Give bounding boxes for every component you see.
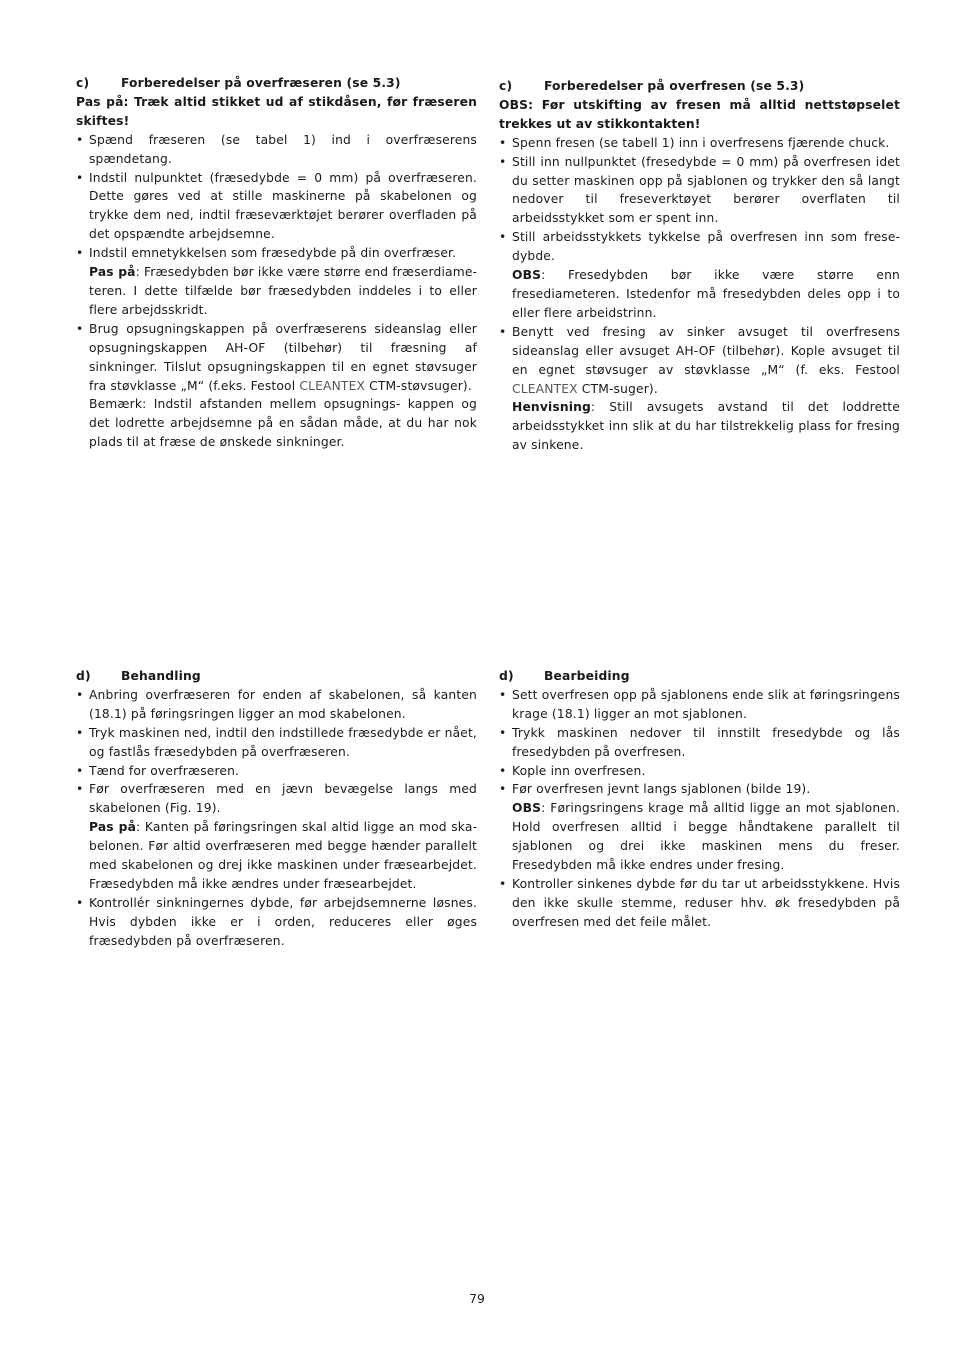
note: [512, 398, 900, 455]
note: Bemærk: Indstil afstanden mellem opsugnings- kappen og det lodrette arbejdsemne på en sådan måde, at du har nok plads til at fræse de ønskede sinkninger.: [89, 397, 477, 450]
list-item: • Trykk maskinen nedover til innstilt fresedybde og lås fresedybden på overfresen.: [499, 724, 900, 762]
list-item: [76, 320, 477, 452]
section-heading: [499, 667, 900, 686]
list-item: • Anbring overfræseren for enden af skabelonen, så kanten (18.1) på føringsringen ligger an mod skabelonen.: [76, 686, 477, 724]
section-number: c): [76, 76, 90, 90]
list-item: [76, 780, 477, 893]
list-item-text: Før overfresen jevnt langs sjablonen (bilde 19).: [512, 782, 811, 797]
list-item: • Tryk maskinen ned, indtil den indstillede fræsedybde er nået, og fastlås fræsedybden på overfræseren.: [76, 724, 477, 762]
note-label: Henvisning: [512, 400, 591, 415]
list-item-text: Benytt ved fresing av sinker avsuget til overfresens sideanslag eller avsuget AH-OF (tilbehør). Kople avsuget til en egnet støvsuger av støvklasse „M“ (f. eks. Festool: [512, 324, 900, 377]
list-item-text: Still arbeidsstykkets tykkelse på overfresen inn som fresedybde.: [512, 230, 900, 264]
list-item: [76, 244, 477, 320]
brand-name: CLEANTEX: [299, 378, 366, 393]
list-item: • Kontroller sinkenes dybde før du tar ut arbeidsstykkene. Hvis den ikke skulle stemme, reduser hhv. øk fresedybden på overfresen med det feile målet.: [499, 875, 900, 932]
section-heading: [76, 74, 477, 93]
page-number: 79: [469, 1292, 485, 1306]
list-item: • Kontrollér sinkningernes dybde, før arbejdsemnerne løsnes. Hvis dybden ikke er i orden, reduceres eller øges fræsedybden på overfræseren.: [76, 894, 477, 951]
section-heading: [499, 77, 900, 96]
brand-name: CLEANTEX: [512, 381, 578, 396]
list-item: • Sett overfresen opp på sjablonens ende slik at føringsringens krage (18.1) ligger an mot sjablonen.: [499, 686, 900, 724]
warning-text: OBS: Før utskifting av fresen må alltid nettstøpselet trekkes ut av stikkontakten!: [499, 97, 900, 131]
section-title: Behandling: [121, 669, 201, 683]
bullet-list: [76, 686, 477, 951]
list-item: [499, 323, 900, 455]
bullet-list: [76, 131, 477, 452]
section-number: d): [76, 669, 91, 683]
list-item: [499, 228, 900, 323]
note-text: : Føringsringens krage må alltid ligge an mot sjablonen. Hold overfresen alltid i begge håndtakene parallelt til sjablonen og drei ikke maskinen mens du freser. Fresedybden må ikke endres under fresing.: [512, 801, 900, 873]
note-label: Pas på: [89, 265, 136, 280]
list-item: [499, 780, 900, 875]
bullet-list: [499, 134, 900, 455]
note-text: : Kanten på føringsringen skal altid ligge an mod skabelonen. Før altid overfræseren med begge hænder parallelt med skabelonen og drej ikke maskinen under fræsearbejdet. Fræsedybden må ikke ændres under fræsearbejdet.: [89, 820, 477, 891]
danish-section-c: [76, 74, 477, 452]
note-label: OBS: [512, 801, 542, 816]
warning-text: Pas på: Træk altid stikket ud af stikdåsen, før fræseren skiftes!: [76, 94, 477, 128]
list-item-text: CTM-støvsuger).: [365, 378, 472, 393]
list-item: • Tænd for overfræseren.: [76, 762, 477, 781]
list-item: • Spænd fræseren (se tabel 1) ind i overfræserens spændetang.: [76, 131, 477, 169]
danish-section-d: [76, 667, 477, 951]
section-heading: [76, 667, 477, 686]
note-text: : Still avsugets avstand til det loddrette arbeidsstykket inn slik at du har tilstrekkelig plass for fresing av sinkene.: [512, 400, 900, 453]
note: [89, 263, 477, 320]
note: [89, 818, 477, 894]
section-number: d): [499, 669, 514, 683]
norwegian-section-d: [499, 667, 900, 932]
list-item-text: Indstil emnetykkelsen som fræsedybde på din overfræser.: [89, 246, 457, 261]
norwegian-section-c: [499, 77, 900, 455]
bullet-list: [499, 686, 900, 932]
note-label: Pas på: [89, 820, 137, 835]
list-item: • Still inn nullpunktet (fresedybde = 0 mm) på overfresen idet du setter maskinen opp på sjablonen og trykker den så langt nedover til freseverktøyet berører overflaten til arbeidsstykket som er spent inn.: [499, 153, 900, 229]
list-item: • Indstil nulpunktet (fræsedybde = 0 mm) på overfræseren. Dette gøres ved at stille maskinerne på skabelonen og trykke dem ned, indtil fræseværktøjet berører overfladen på det opspændte arbejdsemne.: [76, 169, 477, 245]
note: [512, 799, 900, 875]
note-text: : Fræsedybden bør ikke være større end fræserdiameteren. I dette tilfælde bør fræsedybden inddeles i to eller flere arbejdsskridt.: [89, 265, 477, 317]
list-item-text: CTM-suger).: [577, 381, 658, 396]
list-item-text: Før overfræseren med en jævn bevægelse langs med skabelonen (Fig. 19).: [89, 782, 477, 816]
note-text: : Fresedybden bør ikke være større enn fresediameteren. Istedenfor må fresedybden deles opp i to eller flere arbeidstrinn.: [512, 268, 900, 320]
list-item-text: Brug opsugningskappen på overfræserens sideanslag eller opsugningskappen AH-OF (tilbehør) til fræsning af sinkninger. Tilslut opsugningskappen til en egnet støvsuger fra støvklasse „M“ (f.eks. Festool: [89, 321, 477, 393]
section-number: c): [499, 79, 513, 93]
section-title: Bearbeiding: [544, 669, 630, 683]
note: [512, 266, 900, 323]
note-label: OBS: [512, 268, 542, 283]
section-title: Forberedelser på overfræseren (se 5.3): [121, 76, 401, 90]
section-title: Forberedelser på overfresen (se 5.3): [544, 79, 805, 93]
list-item: • Spenn fresen (se tabell 1) inn i overfresens fjærende chuck.: [499, 134, 900, 153]
list-item: • Kople inn overfresen.: [499, 762, 900, 781]
